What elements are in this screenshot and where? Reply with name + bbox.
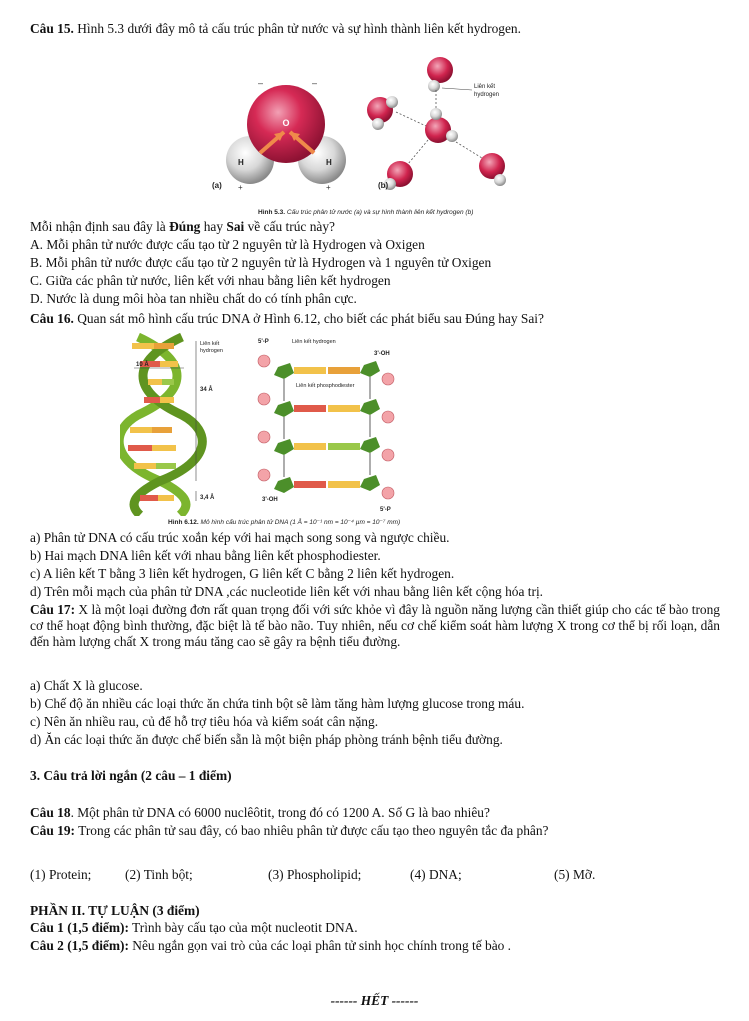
svg-text:+: + bbox=[326, 183, 331, 192]
q19-option-5: (5) Mỡ. bbox=[554, 867, 596, 882]
dim-10: 10 Å bbox=[136, 362, 149, 368]
q17-statement-a: a) Chất X là glucose. bbox=[30, 678, 143, 693]
q15-intro: Mỗi nhận định sau đây là Đúng hay Sai về cấu trúc này? bbox=[30, 219, 335, 234]
atom-h1-label: H bbox=[238, 158, 244, 167]
water-network-b bbox=[367, 57, 506, 190]
q17-statement-b: b) Chế độ ăn nhiều các loại thức ăn chứa tinh bột sẽ làm tăng hàm lượng glucose trong máu. bbox=[30, 696, 525, 711]
dna-helix bbox=[120, 337, 223, 515]
atom-o-label: O bbox=[282, 118, 290, 128]
hb-label-2: hydrogen bbox=[200, 348, 223, 354]
q19-option-2: (2) Tinh bột; bbox=[125, 867, 193, 882]
essay-q1: Câu 1 (1,5 điểm): Trình bày cấu tạo của một nucleotit DNA. bbox=[30, 920, 358, 935]
q16-statement-a: a) Phân tử DNA có cấu trúc xoắn kép với hai mạch song song và ngược chiều. bbox=[30, 530, 450, 545]
section3-heading: 3. Câu trả lời ngắn (2 câu – 1 điểm) bbox=[30, 768, 232, 783]
water-molecule-a bbox=[212, 78, 346, 192]
bond-label-2: hydrogen bbox=[474, 92, 500, 98]
bond-label-1: Liên kết bbox=[474, 84, 496, 90]
q16-statement-b: b) Hai mạch DNA liên kết với nhau bằng liên kết phosphodiester. bbox=[30, 548, 381, 563]
bot-5p: 5'-P bbox=[380, 507, 391, 513]
essay-q2: Câu 2 (1,5 điểm): Nêu ngắn gọn vai trò của các loại phân tử sinh học chính trong tế bào . bbox=[30, 938, 512, 953]
q18-line: Câu 18. Một phân tử DNA có 6000 nuclêôtit, trong đó có 1200 A. Số G là bao nhiêu? bbox=[30, 805, 490, 820]
fig53-caption: Hình 5.3. Cấu trúc phân tử nước (a) và sự hình thành liên kết hydrogen (b) bbox=[258, 209, 474, 216]
q17-paragraph: Câu 17: X là một loại đường đơn rất quan trọng đối với sức khỏe vì đây là nguồn năng lượng cần thiết giúp cho các tế bào trong cơ thể hoạt động bình thường, đặc biệt là tế bào não. Tuy nhiên, nếu cơ chế kiểm soát hàm lượng X trong cơ thể bị rối loạn, dẫn đến hàm lượng chất X trong máu tăng cao sẽ gây ra bệnh tiểu đường. bbox=[30, 602, 720, 649]
hb-label-1: Liên kết bbox=[200, 341, 220, 347]
q15-option-a: A. Mỗi phân tử nước được cấu tạo từ 2 nguyên tử là Hydrogen và Oxigen bbox=[30, 237, 425, 252]
fig612-caption: Hình 6.12. Mô hình cấu trúc phân tử DNA (1 Å = 10⁻¹ nm = 10⁻⁴ µm = 10⁻⁷ mm) bbox=[168, 519, 401, 526]
top-hb-label: Liên kết hydrogen bbox=[292, 339, 336, 345]
part2-heading: PHẦN II. TỰ LUẬN (3 điểm) bbox=[30, 903, 200, 918]
label-b: (b) bbox=[378, 181, 389, 190]
svg-text:–: – bbox=[258, 78, 264, 88]
top-3oh: 3'-OH bbox=[374, 351, 390, 357]
q16-heading: Câu 16. Quan sát mô hình cấu trúc DNA ở Hình 6.12, cho biết các phát biểu sau Đúng hay Sai? bbox=[30, 311, 544, 326]
dna-ladder bbox=[258, 339, 394, 513]
water-figure bbox=[210, 52, 530, 212]
svg-text:–: – bbox=[312, 78, 318, 88]
q19-option-3: (3) Phospholipid; bbox=[268, 867, 362, 882]
q17-statement-d: d) Ăn các loại thức ăn được chế biến sẵn là một biện pháp phòng tránh bệnh tiểu đường. bbox=[30, 732, 503, 747]
q15-heading: Câu 15. Hình 5.3 dưới đây mô tả cấu trúc phân tử nước và sự hình thành liên kết hydrogen. bbox=[30, 21, 521, 36]
q19-line: Câu 19: Trong các phân tử sau đây, có bao nhiêu phân tử được cấu tạo theo nguyên tắc đa phân? bbox=[30, 823, 549, 838]
dim-34b: 3,4 Å bbox=[200, 495, 215, 501]
phospho-label: Liên kết phosphodiester bbox=[296, 383, 355, 389]
label-a: (a) bbox=[212, 181, 222, 190]
dim-34: 34 Å bbox=[200, 387, 213, 393]
q16-statement-c: c) A liên kết T bằng 3 liên kết hydrogen, G liên kết C bằng 2 liên kết hydrogen. bbox=[30, 566, 455, 581]
end-marker: ------ HẾT ------ bbox=[330, 993, 419, 1008]
q15-option-b: B. Mỗi phân tử nước được cấu tạo từ 2 nguyên tử là Hydrogen và 1 nguyên tử Oxigen bbox=[30, 255, 492, 270]
atom-h2-label: H bbox=[326, 158, 332, 167]
dna-figure bbox=[120, 331, 420, 516]
q15-option-c: C. Giữa các phân tử nước, liên kết với nhau bằng liên kết hydrogen bbox=[30, 273, 391, 288]
top-5p: 5'-P bbox=[258, 339, 269, 345]
q17-statement-c: c) Nên ăn nhiều rau, củ để hỗ trợ tiêu hóa và kiểm soát cân nặng. bbox=[30, 714, 379, 729]
q19-option-4: (4) DNA; bbox=[410, 867, 462, 882]
q15-option-d: D. Nước là dung môi hòa tan nhiều chất do có tính phân cực. bbox=[30, 291, 357, 306]
svg-text:+: + bbox=[238, 183, 243, 192]
q19-option-1: (1) Protein; bbox=[30, 867, 92, 882]
q16-statement-d: d) Trên mỗi mạch của phân tử DNA ,các nucleotide liên kết với nhau bằng liên kết cộng hóa trị. bbox=[30, 584, 544, 599]
bot-3oh: 3'-OH bbox=[262, 497, 278, 503]
